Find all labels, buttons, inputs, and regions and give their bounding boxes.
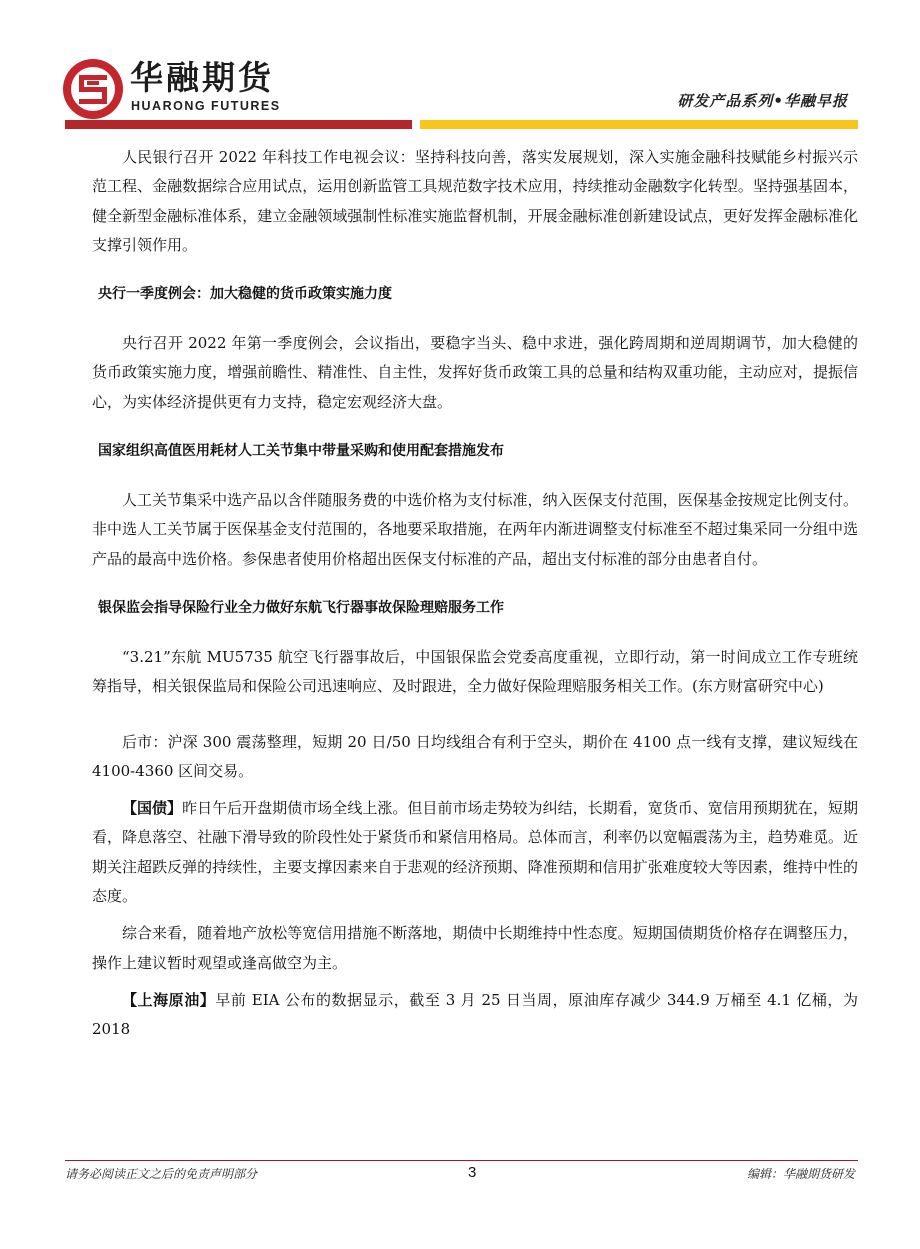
header-rule-red <box>65 120 412 129</box>
heading-cbirc-insurance: 银保监会指导保险行业全力做好东航飞行器事故保险理赔服务工作 <box>98 599 504 616</box>
heading-pboc-q1-meeting: 央行一季度例会：加大稳健的货币政策实施力度 <box>98 286 392 303</box>
text-treasury: 昨日午后开盘期债市场全线上涨。但目前市场走势较为纠结，长期看，宽货币、宽信用预期犹在，短期看，降息落空、社融下滑导致的阶段性处于紧货币和紧信用格局。总体而言，利率仍以宽幅震荡为主，趋势难觅。近期关注超跌反弹的持续性，主要支撑因素来自于悲观的经济预期、降准预期和信用扩张难度较大等因素，维持中性的态度。 <box>92 799 858 906</box>
paragraph-treasury-summary: 综合来看，随着地产放松等宽信用措施不断落地，期债中长期维持中性态度。短期国债期货价格存在调整压力，操作上建议暂时观望或逢高做空为主。 <box>92 924 858 972</box>
page-header <box>0 0 920 130</box>
brand-name-en: HUARONG FUTURES <box>131 99 281 113</box>
paragraph-treasury-bonds <box>92 794 858 911</box>
report-series-title: 研发产品系列•华融早报 <box>677 92 848 110</box>
footer-rule <box>65 1160 858 1161</box>
paragraph-joint-procurement: 人工关节集采中选产品以含伴随服务费的中选价格为支付标准，纳入医保支付范围，医保基金按规定比例支付。非中选人工关节属于医保基金支付范围的，各地要采取措施，在两年内渐进调整支付标准至不超过集采同一分组中选产品的最高中选价格。参保患者使用价格超出医保支付标准的产品，超出支付标准的部分由患者自付。 <box>92 491 858 568</box>
text-crude-oil: 早前 EIA 公布的数据显示，截至 3 月 25 日当周，原油库存减少 344.9 万桶至 4.1 亿桶，为 2018 <box>92 990 858 1039</box>
footer-editor: 编辑：华融期货研发 <box>746 1167 855 1181</box>
paragraph-pboc-q1-meeting: 央行召开 2022 年第一季度例会，会议指出，要稳字当头、稳中求进，强化跨周期和逆周期调节，加大稳健的货币政策实施力度，增强前瞻性、精准性、自主性，发挥好货币政策工具的总量和结构双重功能，主动应对，提振信心，为实体经济提供更有力支持，稳定宏观经济大盘。 <box>92 334 858 411</box>
huarong-logo-icon <box>62 58 124 120</box>
page-number: 3 <box>468 1164 477 1181</box>
paragraph-index-outlook: 后市：沪深 300 震荡整理，短期 20 日/50 日均线组合有利于空头，期价在 4100 点一线有支撑，建议短线在 4100-4360 区间交易。 <box>92 732 858 780</box>
header-rule-gold <box>420 120 858 129</box>
brand-name-cn: 华融期货 <box>130 58 274 97</box>
paragraph-pboc-tech-meeting: 人民银行召开 2022 年科技工作电视会议：坚持科技向善，落实发展规划，深入实施金融科技赋能乡村振兴示范工程、金融数据综合应用试点，运用创新监管工具规范数字技术应用，持续推动金融数字化转型。坚持强基固本，健全新型金融标准体系，建立金融领域强制性标准实施监督机制，开展金融标准创新建设试点，更好发挥金融标准化支撑引领作用。 <box>92 148 858 254</box>
paragraph-crude-oil <box>92 986 858 1045</box>
paragraph-cbirc-insurance: “3.21”东航 MU5735 航空飞行器事故后，中国银保监会党委高度重视，立即行动，第一时间成立工作专班统筹指导，相关银保监局和保险公司迅速响应、及时跟进，全力做好保险理赔服务相关工作。(东方财富研究中心) <box>92 647 858 696</box>
label-crude-oil: 【上海原油】 <box>122 990 216 1009</box>
heading-joint-procurement: 国家组织高值医用耗材人工关节集中带量采购和使用配套措施发布 <box>98 443 504 460</box>
report-body <box>92 143 858 1045</box>
label-treasury: 【国债】 <box>122 799 183 818</box>
footer-disclaimer: 请务必阅读正文之后的免责声明部分 <box>65 1167 258 1181</box>
